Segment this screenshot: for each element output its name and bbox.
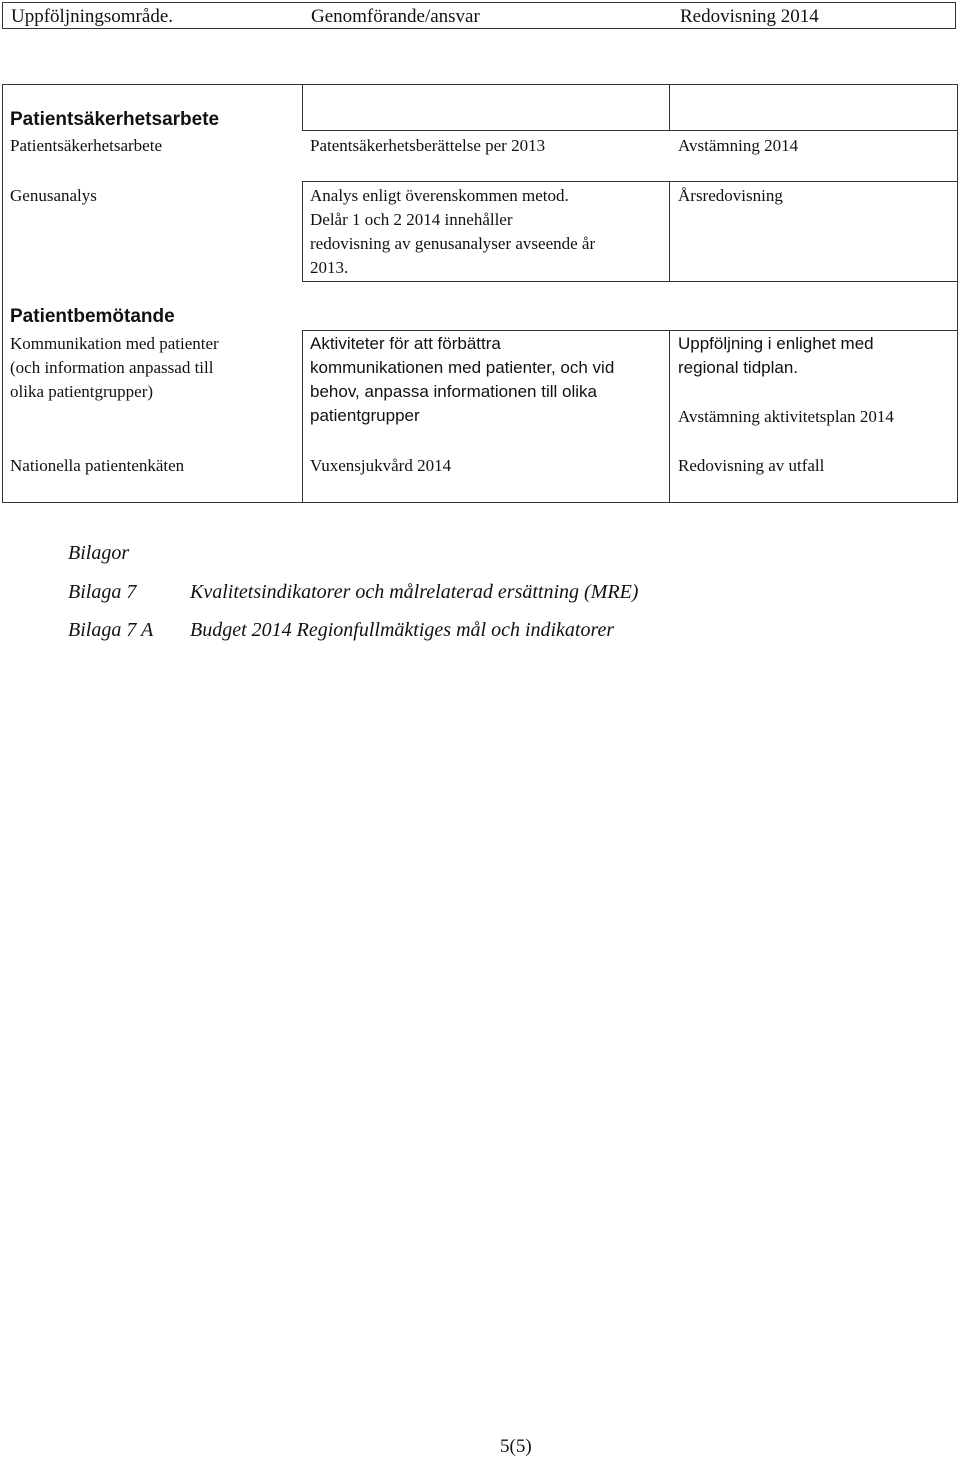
- col-divider: [302, 330, 303, 502]
- text-line: olika patientgrupper): [10, 382, 154, 401]
- bilaga-label: Bilaga 7: [68, 581, 137, 603]
- cell-reporting: Avstämning 2014: [678, 136, 799, 155]
- table-right-border: [957, 84, 958, 502]
- cell-implementation: [310, 332, 614, 428]
- cell-implementation: [310, 184, 595, 280]
- text-line: redovisning av genusanalyser avseende år: [310, 234, 596, 253]
- cell-area: Nationella patientenkäten: [10, 456, 185, 475]
- cell-area: [10, 332, 219, 404]
- bilaga-label: Bilaga 7 A: [68, 619, 154, 641]
- text-line: Uppföljning i enlighet med: [678, 334, 874, 353]
- table-top-border-left: [2, 84, 304, 85]
- col-divider: [669, 181, 670, 281]
- row-divider: [302, 130, 957, 131]
- header-area: Uppföljningsområde.: [11, 6, 174, 27]
- row-divider: [302, 181, 957, 182]
- section-heading-patientbemotande: Patientbemötande: [10, 306, 175, 327]
- cell-area: Genusanalys: [10, 186, 97, 205]
- col-divider: [302, 181, 303, 281]
- bilaga-text: Kvalitetsindikatorer och målrelaterad ersättning (MRE): [190, 581, 639, 603]
- table-bottom-border: [2, 502, 958, 503]
- row-divider: [302, 330, 957, 331]
- col-divider: [669, 84, 670, 130]
- col-divider: [669, 330, 670, 502]
- text-line: behov, anpassa informationen till olika: [310, 382, 597, 401]
- text-line: Analys enligt överenskommen metod.: [310, 186, 569, 205]
- text-line: regional tidplan.: [678, 358, 799, 377]
- text-line: Kommunikation med patienter: [10, 334, 219, 353]
- cell-reporting: [678, 332, 874, 380]
- cell-implementation: Patentsäkerhetsberättelse per 2013: [310, 136, 546, 155]
- header-reporting: Redovisning 2014: [680, 6, 819, 27]
- col-divider: [302, 84, 303, 130]
- cell-reporting-extra: Avstämning aktivitetsplan 2014: [678, 407, 894, 426]
- cell-reporting: Redovisning av utfall: [678, 456, 825, 475]
- table-left-border: [2, 84, 3, 502]
- table-top-border: [304, 84, 958, 85]
- cell-implementation: Vuxensjukvård 2014: [310, 456, 452, 475]
- text-line: Aktiviteter för att förbättra: [310, 334, 501, 353]
- bilagor-heading: Bilagor: [68, 542, 130, 564]
- header-implementation: Genomförande/ansvar: [311, 6, 480, 27]
- text-line: 2013.: [310, 258, 349, 277]
- row-divider: [302, 281, 957, 282]
- bilaga-text: Budget 2014 Regionfullmäktiges mål och indikatorer: [190, 619, 615, 641]
- cell-area: Patientsäkerhetsarbete: [10, 136, 162, 155]
- text-line: patientgrupper: [310, 406, 420, 425]
- table-header: [2, 2, 956, 29]
- text-line: kommunikationen med patienter, och vid: [310, 358, 615, 377]
- page-number: 5(5): [500, 1436, 532, 1457]
- cell-reporting: Årsredovisning: [678, 186, 783, 205]
- text-line: (och information anpassad till: [10, 358, 214, 377]
- section-heading-patientsakerhet: Patientsäkerhetsarbete: [10, 109, 220, 130]
- text-line: Delår 1 och 2 2014 innehåller: [310, 210, 513, 229]
